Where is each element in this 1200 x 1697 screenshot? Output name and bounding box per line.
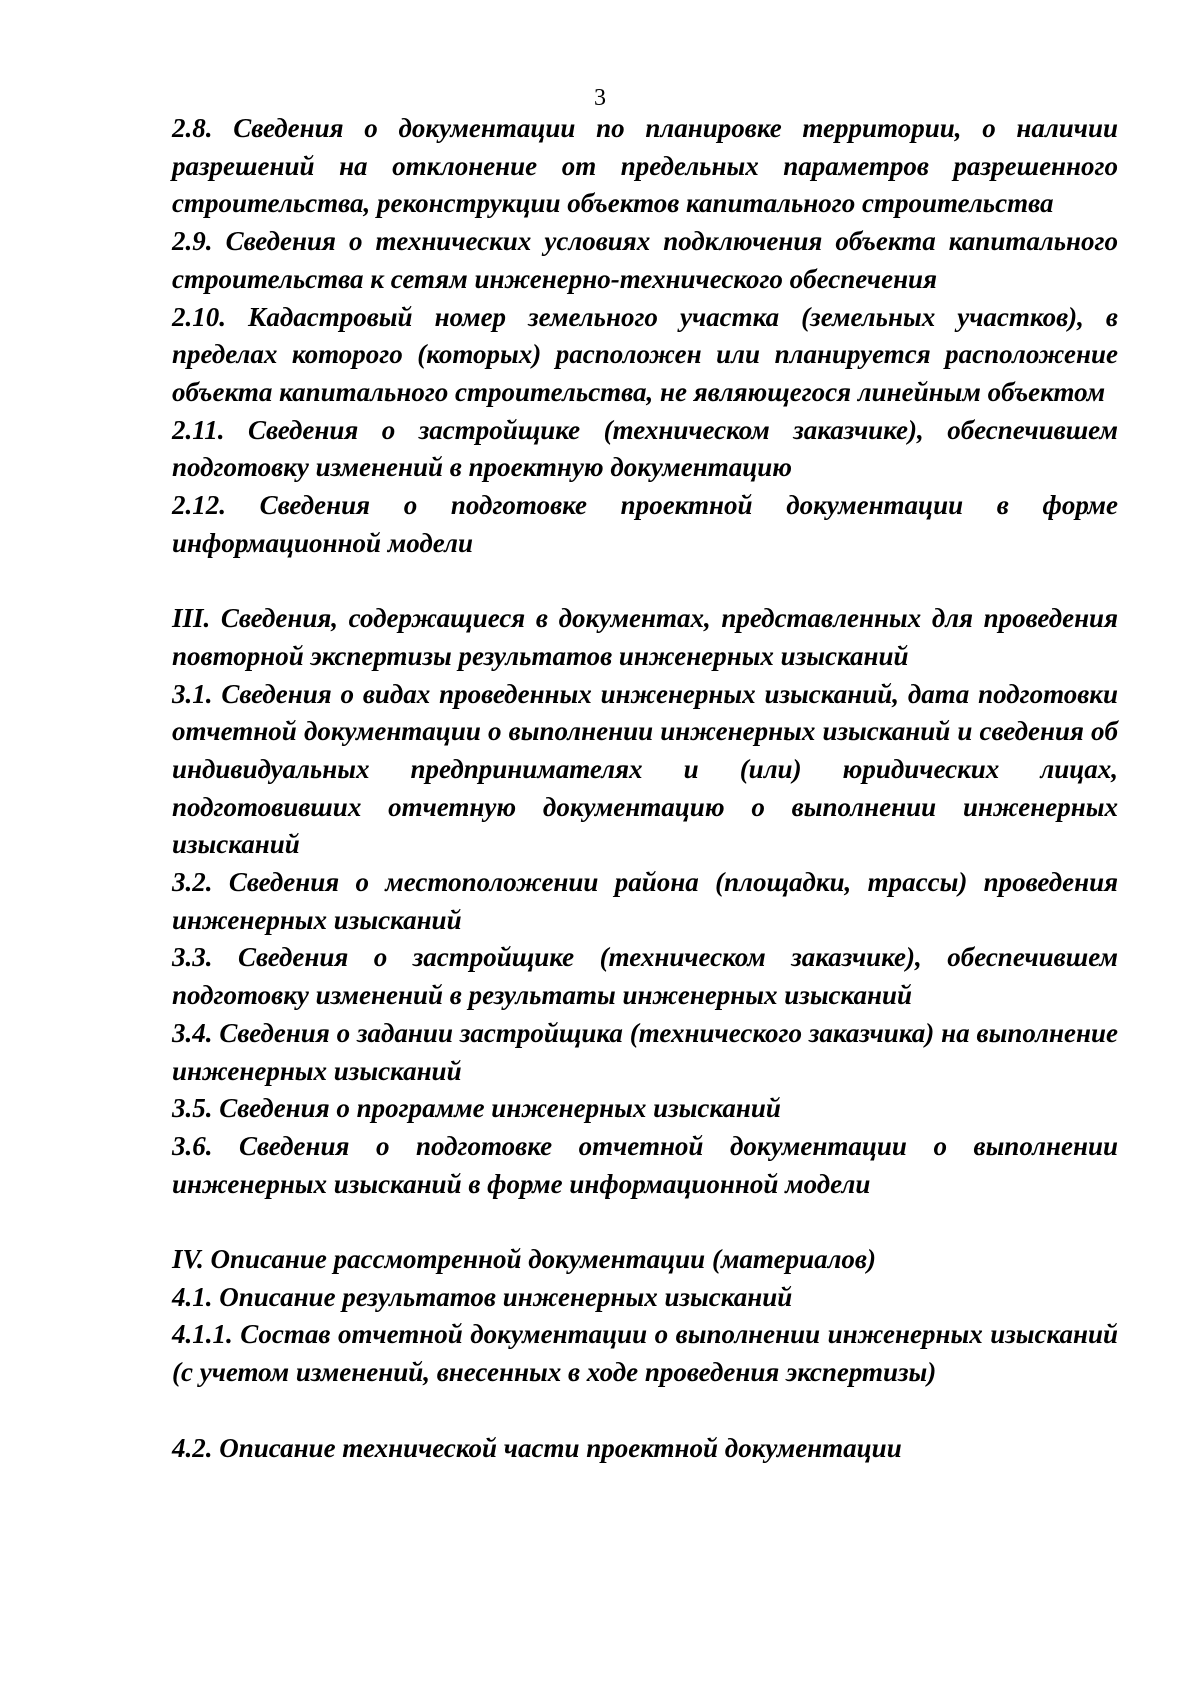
section-4-heading: IV. Описание рассмотренной документации (материалов) xyxy=(172,1244,876,1275)
document-body xyxy=(172,110,1118,1467)
item-3-2: 3.2. Сведения о местоположении района (площадки, трассы) проведения инженерных изысканий xyxy=(172,867,1118,935)
section-gap xyxy=(172,1392,1118,1430)
item-3-6: 3.6. Сведения о подготовке отчетной документации о выполнении инженерных изысканий в форме информационной модели xyxy=(172,1130,1118,1199)
item-4-1-1: 4.1.1. Состав отчетной документации о выполнении инженерных изысканий (с учетом изменений, внесенных в ходе проведения экспертизы) xyxy=(172,1319,1118,1388)
item-2-9: 2.9. Сведения о технических условиях подключения объекта капитального строительства к сетям инженерно-технического обеспечения xyxy=(172,226,1118,294)
item-3-1: 3.1. Сведения о видах проведенных инженерных изысканий, дата подготовки отчетной документации о выполнении инженерных изысканий и сведения об индивидуальных предпринимателях и (или) юридических лицах, подготовивших отчетную документацию о выполнении инженерных изысканий xyxy=(172,678,1118,860)
item-2-11: 2.11. Сведения о застройщике (техническом заказчике), обеспечившем подготовку изменений в проектную документацию xyxy=(172,414,1118,483)
item-3-5: 3.5. Сведения о программе инженерных изысканий xyxy=(172,1093,781,1124)
item-2-8: 2.8. Сведения о документации по планировке территории, о наличии разрешений на отклонение от предельных параметров разрешенного строительства, реконструкции объектов капитального строительства xyxy=(172,113,1118,219)
section-3-heading: III. Сведения, содержащиеся в документах, представленных для проведения повторной экспертизы результатов инженерных изысканий xyxy=(172,603,1118,671)
item-3-4: 3.4. Сведения о задании застройщика (технического заказчика) на выполнение инженерных изысканий xyxy=(172,1017,1118,1086)
page-number: 3 xyxy=(594,85,606,111)
item-2-12: 2.12. Сведения о подготовке проектной документации в форме информационной модели xyxy=(172,490,1118,558)
section-gap xyxy=(172,562,1118,600)
item-3-3: 3.3. Сведения о застройщике (техническом заказчике), обеспечившем подготовку изменений в результаты инженерных изысканий xyxy=(172,942,1118,1011)
item-2-10: 2.10. Кадастровый номер земельного участка (земельных участков), в пределах которого (которых) расположен или планируется расположение объекта капитального строительства, не являющегося линейным объектом xyxy=(172,301,1118,407)
item-4-1: 4.1. Описание результатов инженерных изысканий xyxy=(172,1281,793,1312)
item-4-2: 4.2. Описание технической части проектной документации xyxy=(172,1432,902,1463)
section-gap xyxy=(172,1203,1118,1241)
